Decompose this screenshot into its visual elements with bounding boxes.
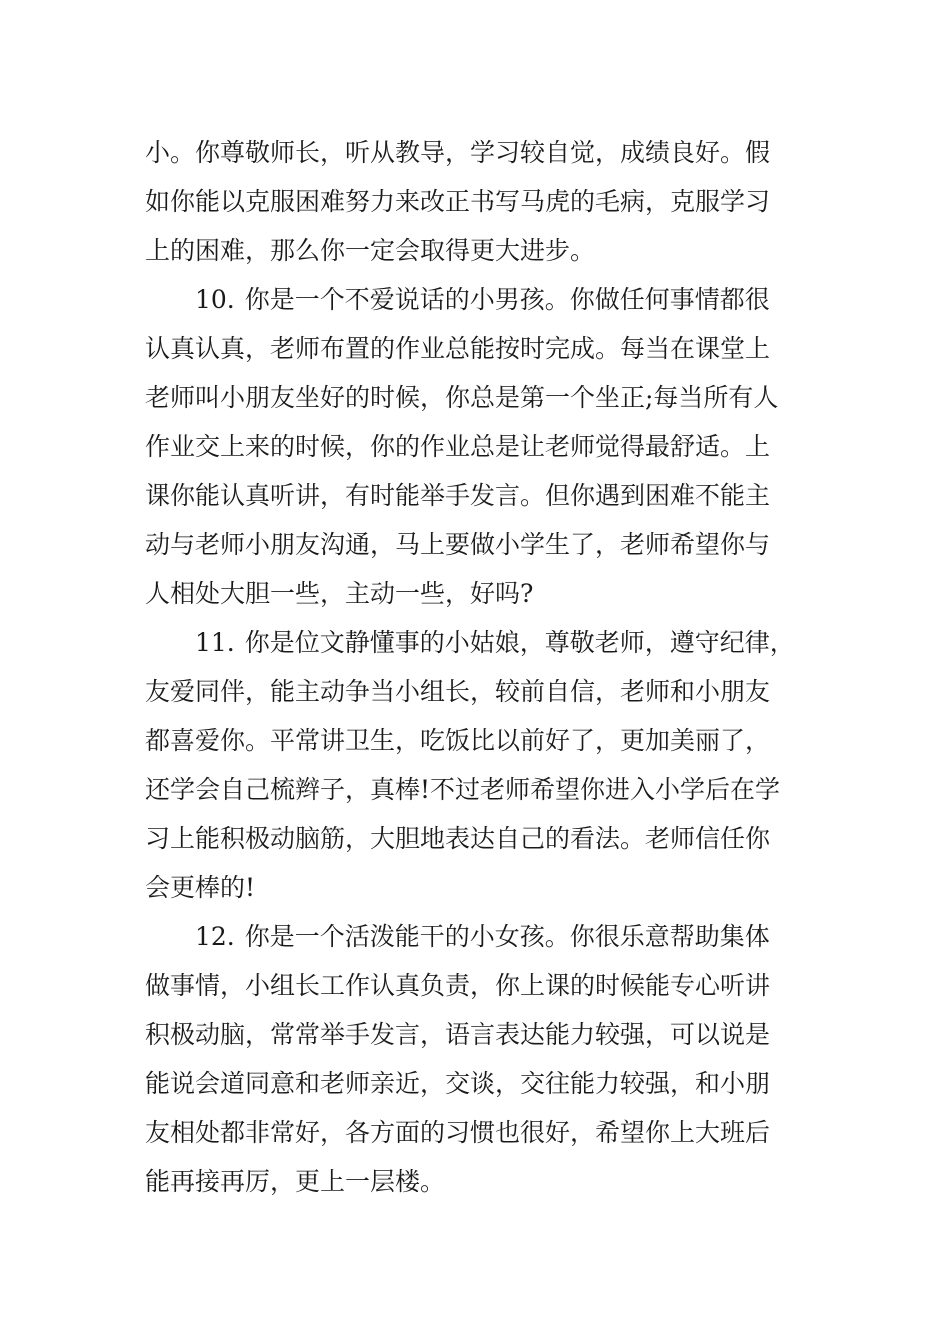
text-line: 认真认真，老师布置的作业总能按时完成。每当在课堂上 bbox=[145, 334, 771, 363]
text-line: 上的困难，那么你一定会取得更大进步。 bbox=[145, 236, 596, 265]
text-line: 会更棒的! bbox=[145, 873, 256, 902]
paragraph-start-line bbox=[145, 912, 810, 961]
text-line: 还学会自己梳辫子，真棒!不过老师希望你进入小学后在学 bbox=[145, 775, 781, 804]
text-line-content: 你是一个不爱说话的小男孩。你做任何事情都很 bbox=[244, 285, 770, 314]
text-line: 作业交上来的时候，你的作业总是让老师觉得最舒适。上 bbox=[145, 432, 771, 461]
text-line: 友爱同伴，能主动争当小组长，较前自信，老师和小朋友 bbox=[145, 677, 771, 706]
text-line: 动与老师小朋友沟通，马上要做小学生了，老师希望你与 bbox=[145, 530, 771, 559]
paragraph-number: 11. bbox=[195, 628, 235, 657]
text-line: 老师叫小朋友坐好的时候，你总是第一个坐正;每当所有人 bbox=[145, 383, 779, 412]
text-line: 习上能积极动脑筋，大胆地表达自己的看法。老师信任你 bbox=[145, 824, 771, 853]
text-line: 做事情，小组长工作认真负责，你上课的时候能专心听讲 bbox=[145, 971, 771, 1000]
paragraph-start-line bbox=[145, 275, 810, 324]
document-body bbox=[145, 128, 810, 1206]
paragraph-start-line bbox=[145, 618, 810, 667]
text-line: 能说会道同意和老师亲近，交谈，交往能力较强，和小朋 bbox=[145, 1069, 771, 1098]
text-line-content: 你是一个活泼能干的小女孩。你很乐意帮助集体 bbox=[244, 922, 770, 951]
text-line: 人相处大胆一些，主动一些，好吗? bbox=[145, 579, 534, 608]
text-line-content: 你是位文静懂事的小姑娘，尊敬老师，遵守纪律， bbox=[244, 628, 795, 657]
text-line: 能再接再厉，更上一层楼。 bbox=[145, 1167, 446, 1196]
text-line: 课你能认真听讲，有时能举手发言。但你遇到困难不能主 bbox=[145, 481, 771, 510]
paragraph-number: 10. bbox=[195, 285, 235, 314]
paragraph-number: 12. bbox=[195, 922, 235, 951]
text-line: 如你能以克服困难努力来改正书写马虎的毛病，克服学习 bbox=[145, 187, 771, 216]
text-line: 小。你尊敬师长，听从教导，学习较自觉，成绩良好。假 bbox=[145, 138, 771, 167]
text-line: 积极动脑，常常举手发言，语言表达能力较强，可以说是 bbox=[145, 1020, 771, 1049]
text-line: 友相处都非常好，各方面的习惯也很好，希望你上大班后 bbox=[145, 1118, 771, 1147]
text-line: 都喜爱你。平常讲卫生，吃饭比以前好了，更加美丽了， bbox=[145, 726, 771, 755]
